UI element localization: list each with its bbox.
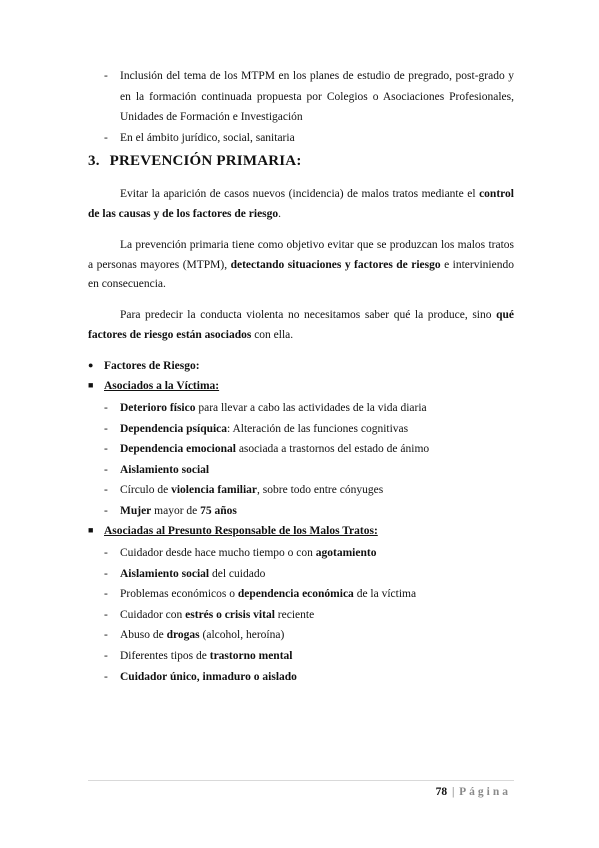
list-item: - Problemas económicos o dependencia económica de la víctima <box>104 584 416 605</box>
square-bullet-icon: ■ <box>88 525 94 535</box>
paragraph-2: La prevención primaria tiene como objetivo evitar que se produzcan los malos tratos a personas mayores (MTPM), detectando situaciones y factores de riesgo e interviniendo en consecuencia. <box>88 239 514 290</box>
footer-page-word: Página <box>459 786 511 798</box>
paragraph-emphasis: detectando situaciones y factores de riesgo <box>230 258 441 271</box>
list-item: - Aislamiento social <box>104 460 429 481</box>
list-item: - Dependencia psíquica: Alteración de las funciones cognitivas <box>104 419 429 440</box>
paragraph-1: Evitar la aparición de casos nuevos (incidencia) de malos tratos mediante el control de las causas y de los factores de riesgo. <box>88 188 514 220</box>
abuser-factors-list <box>104 543 416 687</box>
document-page: - Inclusión del tema de los MTPM en los planes de estudio de pregrado, post-grado y en la formación continuada propuesta por Colegios o Asociaciones Profesionales, Unidades de Formación e Investigación - En el ámbito jurídico, social, sanitaria 3. PREVENCIÓN PRIMARIA: Evitar la aparición de casos nuevos (incidencia) de malos tratos mediante el control de las causas y de los factores de riesgo. La prevención primaria tiene como objetivo evitar que se produzcan los malos tratos a personas mayores (MTPM), detectando situaciones y factores de riesgo e interviniendo en consecuencia. Para predecir la conducta violenta no necesitamos saber qué la produce, sino qué factores de riesgo están asociados con ella. ● Factores de Riesgo: ■ Asociados a la Víctima: - Deterioro físico para llevar a cabo las actividades de la vida diaria - Dependencia psíquica: Alteración de las funciones cognitivas - Dependencia emocional asociada a trastornos del estado de ánimo - Aislamiento social - Círculo de violencia familiar, sobre todo entre cónyuges - Mujer mayor de 75 años ■ Asociadas al Presunto Responsable de los Malos Tratos: - Cuidador desde hace mucho tiempo o con agotamiento - Aislamiento social del cuidado - Problemas económicos o dependencia económica de la víctima - Cuidador con estrés o crisis vital reciente - Abuso de drogas (alcohol, heroína) - Diferentes tipos de trastorno mental - Cuidador único, inmaduro o aislado 78 | Página <box>0 0 599 848</box>
section-number: 3. <box>88 153 100 169</box>
list-item: - Círculo de violencia familiar, sobre todo entre cónyuges <box>104 480 429 501</box>
section-heading <box>88 153 302 170</box>
list-item: - Cuidador único, inmaduro o aislado <box>104 667 416 688</box>
footer-divider <box>88 780 514 781</box>
footer-separator: | <box>451 786 455 798</box>
list-item: - Cuidador desde hace mucho tiempo o con agotamiento <box>104 543 416 564</box>
victim-factors-list <box>104 398 429 522</box>
list-item-text: Inclusión del tema de los MTPM en los planes de estudio de pregrado, post-grado y en la formación continuada propuesta por Colegios o Asociaciones Profesionales, Unidades de Formación e Investigación <box>120 70 514 124</box>
list-item: - Abuso de drogas (alcohol, heroína) <box>104 625 416 646</box>
page-number: 78 <box>435 786 448 798</box>
list-item <box>104 66 514 128</box>
list-item: - Cuidador con estrés o crisis vital reciente <box>104 605 416 626</box>
list-item: - Deterioro físico para llevar a cabo las actividades de la vida diaria <box>104 398 429 419</box>
list-item-text: En el ámbito jurídico, social, sanitaria <box>120 131 295 144</box>
square-bullet-icon: ■ <box>88 380 94 390</box>
paragraph-3: Para predecir la conducta violenta no necesitamos saber qué la produce, sino qué factores de riesgo están asociados con ella. <box>88 309 514 341</box>
list-item <box>104 128 514 149</box>
list-item: - Mujer mayor de 75 años <box>104 501 429 522</box>
top-dash-list <box>104 66 514 148</box>
paragraph-emphasis: qué factores de riesgo están asociados <box>88 309 514 341</box>
round-bullet-icon: ● <box>88 360 94 370</box>
page-footer <box>436 786 511 798</box>
section-title: PREVENCIÓN PRIMARIA: <box>109 153 302 169</box>
list-item: - Diferentes tipos de trastorno mental <box>104 646 416 667</box>
list-item: - Dependencia emocional asociada a trastornos del estado de ánimo <box>104 439 429 460</box>
list-item: - Aislamiento social del cuidado <box>104 564 416 585</box>
paragraph-emphasis: control de las causas y de los factores de riesgo <box>88 188 514 220</box>
